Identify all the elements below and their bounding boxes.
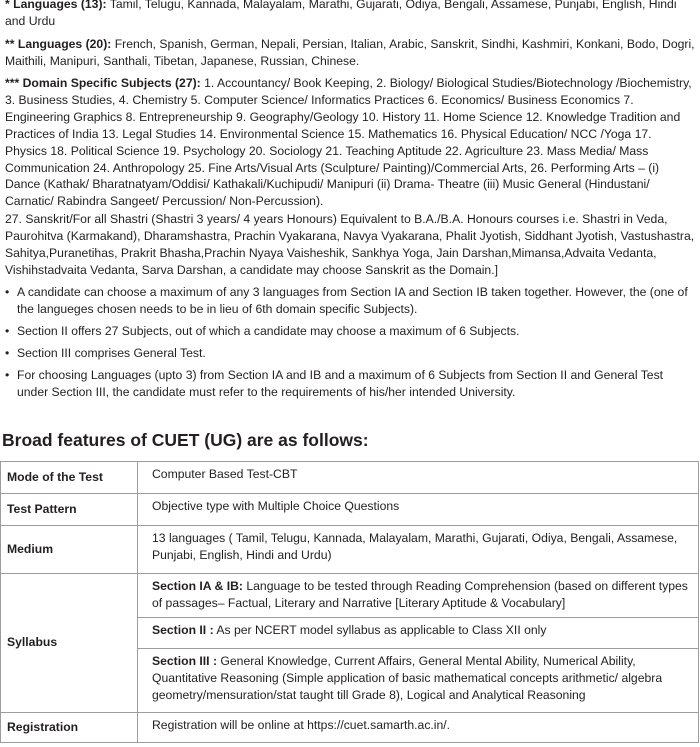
syllabus-section-1-text: Language to be tested through Reading Comprehension (based on different types of passages– Factual, Literary and Narrative [Literary Aptitude & Vocabulary] [152, 579, 688, 610]
bullet-item [5, 345, 695, 362]
notes-bullet-list [5, 284, 695, 405]
languages-13-paragraph [5, 0, 695, 30]
table-row [1, 462, 699, 494]
bullet-item [5, 367, 695, 401]
syllabus-section-2 [138, 618, 699, 649]
languages-20-label: ** Languages (20): [5, 37, 112, 51]
bullet-dot: • [5, 367, 10, 382]
table-row [1, 713, 699, 743]
syllabus-label: Syllabus [1, 574, 138, 713]
languages-20-text: French, Spanish, German, Nepali, Persian, Italian, Arabic, Sanskrit, Sindhi, Kashmiri, Konkani, Bodo, Dogri, Maithili, Manipuri, Santhali, Tibetan, Japanese, Russian, Chinese. [5, 37, 695, 68]
mode-label: Mode of the Test [1, 462, 138, 494]
languages-13-label: * Languages (13): [5, 0, 107, 11]
bullet-dot: • [5, 345, 10, 360]
features-heading: Broad features of CUET (UG) are as follows: [2, 430, 369, 450]
domain-subjects-text: 1. Accountancy/ Book Keeping, 2. Biology/ Biological Studies/Biotechnology /Biochemistry, 3. Business Studies, 4. Chemistry 5. Computer Science/ Informatics Practices 6. Economics/ Business Economics 7. Engineering Graphics 8. Entrepreneurship 9. Geography/Geology 10. History 11. Home Science 12. Knowledge Tradition and Practices of India 13. Legal Studies 14. Environmental Science 15. Mathematics 16. Physical Education/ NCC /Yoga 17. Physics 18. Political Science 19. Psychology 20. Sociology 21. Teaching Aptitude 22. Agriculture 23. Mass Media/ Mass Communication 24. Anthropology 25. Fine Arts/Visual Arts (Sculpture/ Painting)/Commercial Arts, 26. Performing Arts – (i) Dance (Kathak/ Bharatnatyam/Oddisi/ Kathakali/Kuchipudi/ Manipuri (ii) Drama- Theatre (iii) Music General (Hindustani/ Carnatic/ Rabindra Sangeet/ Percussion/ Non-Percussion). [5, 76, 692, 209]
languages-20-paragraph [5, 36, 695, 70]
syllabus-section-1-title: Section IA & IB: [152, 579, 243, 593]
syllabus-section-2-title: Section II : [152, 623, 214, 637]
bullet-text: Section III comprises General Test. [17, 345, 206, 360]
pattern-label: Test Pattern [1, 494, 138, 526]
pattern-value: Objective type with Multiple Choice Questions [138, 494, 699, 526]
table-row [1, 574, 699, 618]
medium-label: Medium [1, 526, 138, 574]
bullet-dot: • [5, 285, 10, 299]
sanskrit-note-paragraph: 27. Sanskrit/For all Shastri (Shastri 3 years/ 4 years Honours) Equivalent to B.A./B.A. Honours courses i.e. Shastri in Veda, Paurohitva (Karmakand), Dharamshastra, Prachin Vyakarana, Navya Vyakarana, Phalit Jyotish, Siddhant Jyotish, Vastushastra, Sahitya,Puranetihas, Prakrit Bhasha,Prachin Nyaya Vaisheshik, Sankhya Yoga, Jain Darshan,Mimansa,Advaita Vedanta, Vishihstadvaita Vedanta, Sarva Darshan, a candidate may choose Sanskrit as the Domain.] [5, 212, 695, 277]
syllabus-section-3-title: Section III : [152, 654, 218, 668]
syllabus-section-2-text: As per NCERT model syllabus as applicable to Class XII only [213, 623, 547, 637]
table-row [1, 494, 699, 526]
languages-13-text: Tamil, Telugu, Kannada, Malayalam, Marathi, Gujarati, Odiya, Bengali, Assamese, Punjabi, English, Hindi and Urdu [5, 0, 677, 28]
table-row [1, 526, 699, 574]
bullet-text: For choosing Languages (upto 3) from Section IA and IB and a maximum of 6 Subjects from Section II and General Test under Section III, the candidate must refer to the requirements of his/her intended University. [17, 367, 664, 399]
registration-label: Registration [1, 713, 138, 743]
features-table [0, 461, 699, 743]
bullet-item [5, 323, 695, 340]
syllabus-section-3 [138, 649, 699, 713]
registration-value: Registration will be online at https://cuet.samarth.ac.in/. [138, 713, 699, 743]
bullet-dot: • [5, 323, 10, 338]
bullet-item [5, 284, 695, 318]
mode-value: Computer Based Test-CBT [138, 462, 699, 494]
syllabus-section-3-text: General Knowledge, Current Affairs, General Mental Ability, Numerical Ability, Quantitative Reasoning (Simple application of basic mathematical concepts arithmetic/ algebra geometry/mensuration/stat taught till Grade 8), Logical and Analytical Reasoning [152, 654, 663, 702]
domain-subjects-paragraph [5, 75, 695, 210]
medium-value: 13 languages ( Tamil, Telugu, Kannada, Malayalam, Marathi, Gujarati, Odiya, Bengali, Assamese, Punjabi, English, Hindi and Urdu) [138, 526, 699, 574]
domain-subjects-label: *** Domain Specific Subjects (27): [5, 76, 201, 90]
bullet-text: Section II offers 27 Subjects, out of which a candidate may choose a maximum of 6 Subjects. [17, 323, 520, 338]
syllabus-section-1 [138, 574, 699, 618]
bullet-text: A candidate can choose a maximum of any 3 languages from Section IA and Section IB taken together. However, the (one of the langueges chosen needs to be in lieu of 6th domain specific Subjects). [17, 285, 688, 316]
